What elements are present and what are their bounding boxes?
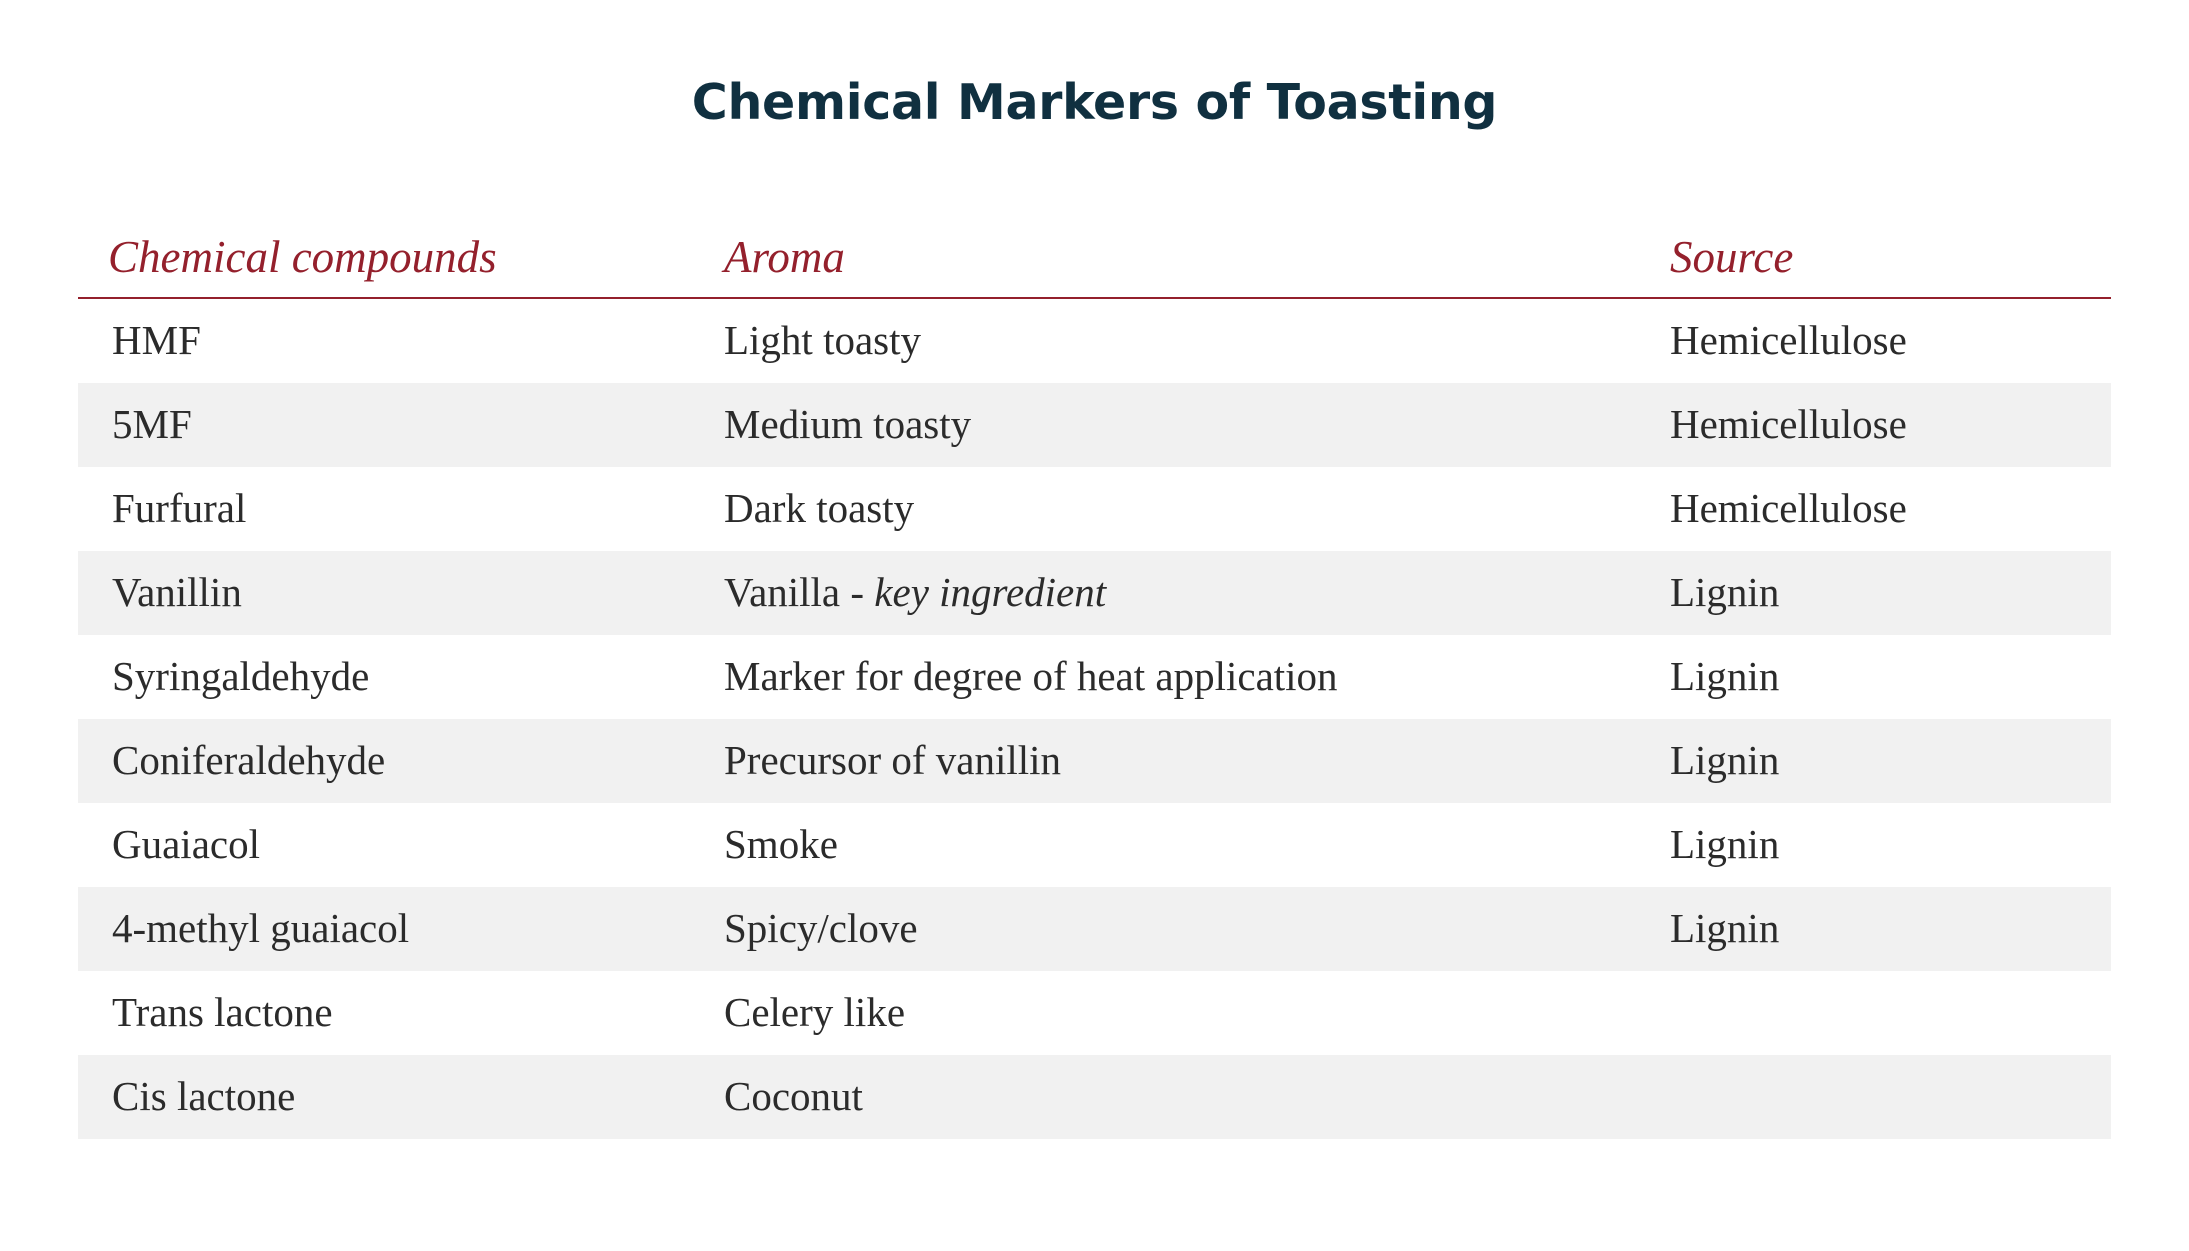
cell-compound: Vanillin [78, 551, 698, 635]
cell-source: Lignin [1670, 652, 1780, 699]
cell-aroma: Light toasty [724, 316, 922, 363]
table-row [78, 298, 2111, 383]
cell-source [1648, 971, 2111, 1055]
cell-aroma: Precursor of vanillin [698, 719, 1648, 803]
table-body [78, 298, 2111, 1139]
table-row [78, 971, 2111, 1055]
cell-source: Hemicellulose [1648, 383, 2111, 467]
cell-compound: HMF [112, 316, 201, 363]
cell-aroma-text: Vanilla - [724, 568, 875, 615]
page-title: Chemical Markers of Toasting [691, 74, 1498, 131]
cell-source: Hemicellulose [1670, 316, 1907, 363]
cell-source: Lignin [1648, 551, 2111, 635]
cell-source: Hemicellulose [1670, 484, 1907, 531]
table-row [78, 1055, 2111, 1139]
column-header-aroma: Aroma [698, 233, 1648, 298]
table-header-row [78, 233, 2111, 298]
table-container [78, 233, 2111, 1139]
table-row [78, 383, 2111, 467]
table-row [78, 635, 2111, 719]
cell-compound: Syringaldehyde [112, 652, 370, 699]
chemical-markers-table [78, 233, 2111, 1139]
cell-aroma: Dark toasty [724, 484, 915, 531]
table-row [78, 719, 2111, 803]
column-header-compound: Chemical compounds [78, 233, 698, 298]
cell-compound: Coniferaldehyde [78, 719, 698, 803]
cell-aroma-emphasis: key ingredient [874, 568, 1107, 615]
cell-aroma [698, 551, 1648, 635]
cell-compound: 4-methyl guaiacol [78, 887, 698, 971]
table-row [78, 803, 2111, 887]
cell-source [1648, 1055, 2111, 1139]
cell-compound: Trans lactone [112, 988, 333, 1035]
cell-compound: Cis lactone [78, 1055, 698, 1139]
cell-aroma: Marker for degree of heat application [724, 652, 1338, 699]
cell-compound: Furfural [112, 484, 247, 531]
cell-aroma: Celery like [724, 988, 906, 1035]
table-row [78, 551, 2111, 635]
cell-compound: Guaiacol [112, 820, 260, 867]
table-row [78, 467, 2111, 551]
cell-compound: 5MF [78, 383, 698, 467]
cell-source: Lignin [1648, 719, 2111, 803]
table-row [78, 887, 2111, 971]
cell-aroma: Coconut [698, 1055, 1648, 1139]
column-header-source: Source [1648, 233, 2111, 298]
cell-aroma: Smoke [724, 820, 838, 867]
cell-source: Lignin [1648, 887, 2111, 971]
cell-source: Lignin [1670, 820, 1780, 867]
cell-aroma: Spicy/clove [698, 887, 1648, 971]
cell-aroma: Medium toasty [698, 383, 1648, 467]
table-header [78, 233, 2111, 298]
